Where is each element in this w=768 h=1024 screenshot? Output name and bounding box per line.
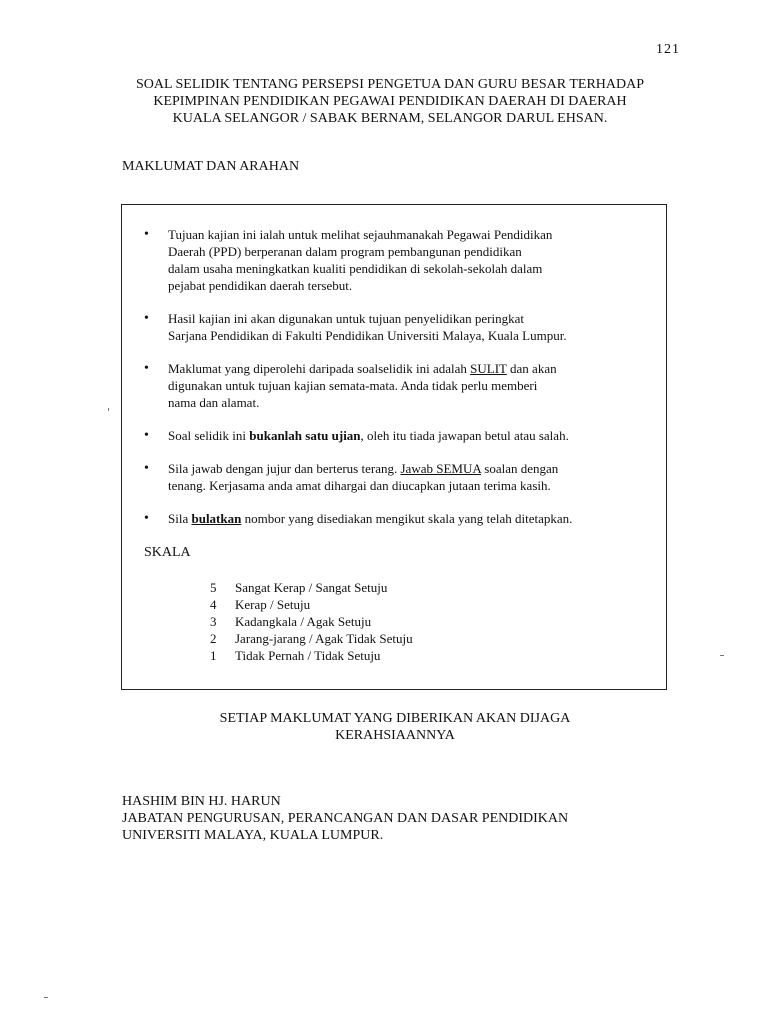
text-line <box>168 510 654 527</box>
text-line: dalam usaha meningkatkan kualiti pendidikan di sekolah-sekolah dalam <box>168 261 543 276</box>
instructions-box <box>121 204 667 690</box>
author-department: JABATAN PENGURUSAN, PERANCANGAN DAN DASAR PENDIDIKAN <box>122 811 569 826</box>
text-segment: soalan dengan <box>481 461 559 476</box>
text-segment: Sila jawab dengan jujur dan berterus terang. <box>168 461 401 476</box>
not-a-test-emphasis: bukanlah satu ujian <box>249 428 361 443</box>
scale-label: Kerap / Setuju <box>235 597 311 612</box>
text-segment: nombor yang disediakan mengikut skala yang telah ditetapkan. <box>241 511 573 526</box>
scale-list <box>210 579 413 664</box>
text-line: nama dan alamat. <box>168 395 260 410</box>
scale-row <box>210 630 413 647</box>
text-segment: Sila <box>168 511 192 526</box>
text-line: digunakan untuk tujuan kajian semata-mata. Anda tidak perlu memberi <box>168 378 538 393</box>
scan-speck <box>108 408 109 411</box>
instruction-purpose <box>144 226 654 294</box>
author-name: HASHIM BIN HJ. HARUN <box>122 794 281 809</box>
scale-row <box>210 579 413 596</box>
title-line-2: KEPIMPINAN PENDIDIKAN PEGAWAI PENDIDIKAN DAERAH DI DAERAH <box>153 94 627 109</box>
title-line-1: SOAL SELIDIK TENTANG PERSEPSI PENGETUA DAN GURU BESAR TERHADAP <box>135 77 645 92</box>
text-segment: Soal selidik ini <box>168 428 250 443</box>
scale-row <box>210 613 413 630</box>
title-line-3: KUALA SELANGOR / SABAK BERNAM, SELANGOR DARUL EHSAN. <box>172 111 608 126</box>
text-line <box>168 460 654 477</box>
scale-label: Kadangkala / Agak Setuju <box>235 614 372 629</box>
instruction-usage <box>144 310 654 344</box>
scale-number: 3 <box>210 614 217 629</box>
scale-label: Sangat Kerap / Sangat Setuju <box>235 580 388 595</box>
text-segment: , oleh itu tiada jawapan betul atau salah. <box>360 428 569 443</box>
page-number: 121 <box>656 42 680 57</box>
scale-number: 5 <box>210 580 217 595</box>
instruction-not-a-test <box>144 427 654 444</box>
scale-row <box>210 647 413 664</box>
instruction-circle-number <box>144 510 654 527</box>
scale-number: 2 <box>210 631 217 646</box>
text-segment: dan akan <box>506 361 557 376</box>
scale-number: 1 <box>210 648 217 663</box>
scan-speck <box>720 655 724 656</box>
scale-row <box>210 596 413 613</box>
document-title <box>100 76 680 127</box>
section-heading: MAKLUMAT DAN ARAHAN <box>122 159 300 174</box>
text-line <box>168 360 654 377</box>
sulit-emphasis: SULIT <box>470 361 507 376</box>
text-line <box>168 427 654 444</box>
scale-label: Jarang-jarang / Agak Tidak Setuju <box>235 631 413 646</box>
circle-emphasis: bulatkan <box>191 511 242 526</box>
scale-label: Tidak Pernah / Tidak Setuju <box>235 648 381 663</box>
instructions-list <box>144 226 654 543</box>
author-block <box>122 793 568 844</box>
text-line: KERAHSIAANNYA <box>335 728 455 743</box>
text-line: pejabat pendidikan daerah tersebut. <box>168 278 353 293</box>
answer-all-emphasis: Jawab SEMUA <box>400 461 482 476</box>
text-segment: Maklumat yang diperolehi daripada soalselidik ini adalah <box>168 361 471 376</box>
text-line: • Hasil kajian ini akan digunakan untuk tujuan penyelidikan peringkat <box>168 311 524 326</box>
scale-number: 4 <box>210 597 217 612</box>
instruction-answer-honestly <box>144 460 654 494</box>
text-line: tenang. Kerjasama anda amat dihargai dan diucapkan jutaan terima kasih. <box>168 478 551 493</box>
scan-speck <box>44 997 48 998</box>
author-university: UNIVERSITI MALAYA, KUALA LUMPUR. <box>122 828 384 843</box>
scale-heading: SKALA <box>144 545 191 560</box>
text-line: Daerah (PPD) berperanan dalam program pembangunan pendidikan <box>168 244 522 259</box>
instruction-confidential <box>144 360 654 411</box>
text-line: Sarjana Pendidikan di Fakulti Pendidikan Universiti Malaya, Kuala Lumpur. <box>168 328 567 343</box>
text-line: • Tujuan kajian ini ialah untuk melihat sejauhmanakah Pegawai Pendidikan <box>168 227 553 242</box>
confidentiality-note <box>180 710 610 744</box>
text-line: SETIAP MAKLUMAT YANG DIBERIKAN AKAN DIJAGA <box>219 711 571 726</box>
